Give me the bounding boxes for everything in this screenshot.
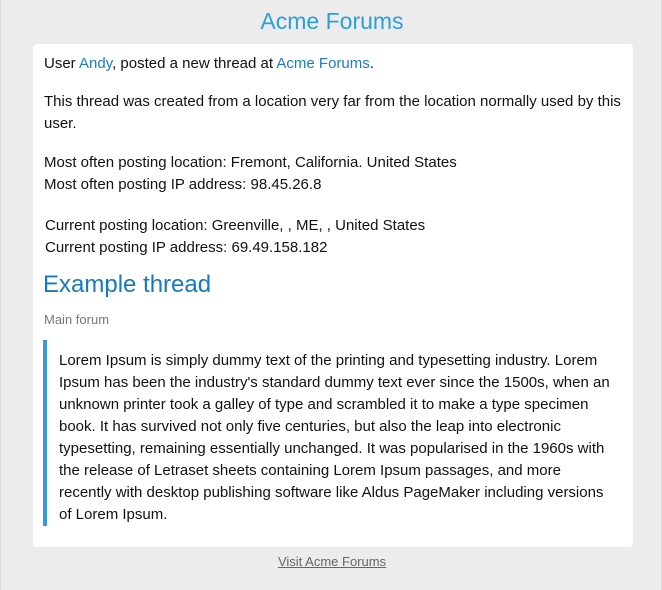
- user-name-link[interactable]: Andy: [79, 55, 113, 72]
- intro-line: [44, 53, 624, 75]
- thread-title: Example thread: [43, 271, 212, 298]
- site-title-link[interactable]: Acme Forums: [260, 8, 404, 34]
- distance-warning: This thread was created from a location very far from the location normally used by this user.: [44, 93, 621, 132]
- current-location: Current posting location: Greenville, , ME, , United States: [45, 217, 426, 234]
- notification-card: [33, 44, 633, 547]
- visit-forums-link[interactable]: Visit Acme Forums: [277, 554, 387, 569]
- current-info: [45, 215, 625, 259]
- most-often-ip: Most often posting IP address: 98.45.26.8: [44, 176, 322, 193]
- posted-text: , posted a new thread at: [112, 55, 277, 72]
- forum-name: Main forum: [44, 312, 110, 327]
- user-prefix: User: [44, 55, 80, 72]
- thread-body-quote: Lorem Ipsum is simply dummy text of the printing and typesetting industry. Lorem Ipsum has been the industry's standard dummy text ever since the 1500s, when an unknown printer took a galley of type and scrambled it to make a type specimen book. It has survived not only five centuries, but also the leap into electronic typesetting, remaining essentially unchanged. It was popularised in the 1960s with the release of Letraset sheets containing Lorem Ipsum passages, and more recently with desktop publishing software like Aldus PageMaker including versions of Lorem Ipsum.: [43, 340, 615, 526]
- most-often-location: Most often posting location: Fremont, California. United States: [44, 154, 457, 171]
- period: .: [369, 55, 374, 72]
- forum-link[interactable]: Acme Forums: [276, 55, 370, 72]
- most-often-info: [44, 152, 624, 196]
- current-ip: Current posting IP address: 69.49.158.182: [45, 239, 328, 256]
